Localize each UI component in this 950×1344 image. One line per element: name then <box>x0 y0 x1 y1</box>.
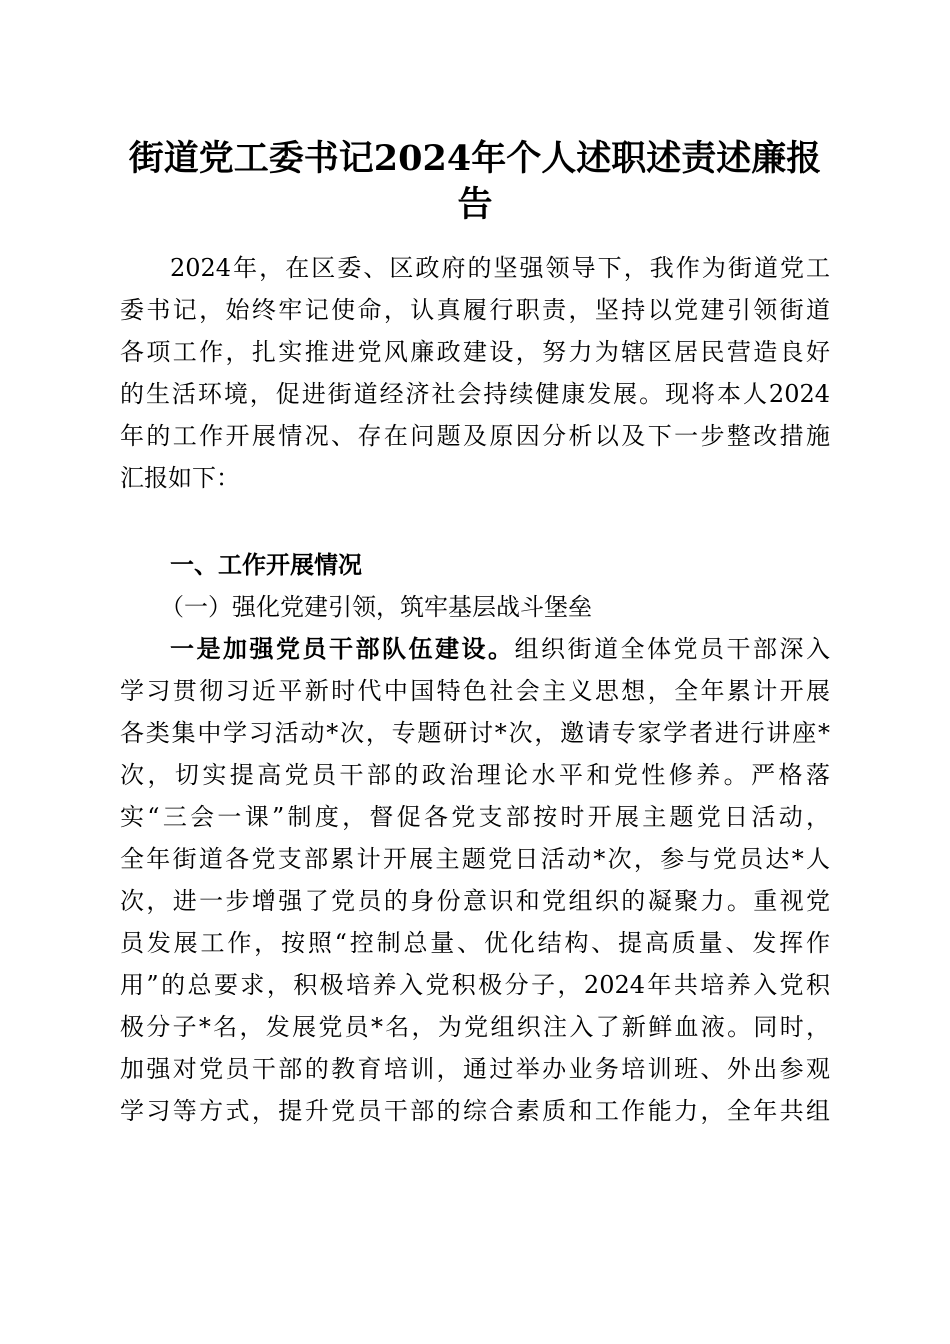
intro-line: 的生活环境，促进街道经济社会持续健康发展。现将本人2024 <box>120 380 830 408</box>
para-line: 全年街道各党支部累计开展主题党日活动*次，参与党员达*人 <box>120 845 830 873</box>
para-line: 用”的总要求，积极培养入党积极分子，2024年共培养入党积 <box>120 971 830 999</box>
para-line: 员发展工作，按照“控制总量、优化结构、提高质量、发挥作 <box>120 929 830 957</box>
para-line: 次，进一步增强了党员的身份意识和党组织的凝聚力。重视党 <box>120 887 830 915</box>
intro-line: 2024年，在区委、区政府的坚强领导下，我作为街道党工 <box>170 254 830 282</box>
para-line: 实“三会一课”制度，督促各党支部按时开展主题党日活动， <box>120 803 830 831</box>
para-line: 加强对党员干部的教育培训，通过举办业务培训班、外出参观 <box>120 1055 830 1083</box>
para-lead: 一是加强党员干部队伍建设。 <box>170 635 515 663</box>
intro-line: 委书记，始终牢记使命，认真履行职责，坚持以党建引领街道 <box>120 296 830 324</box>
para-line: 各类集中学习活动*次，专题研讨*次，邀请专家学者进行讲座* <box>120 719 830 747</box>
document-title-line-2: 告 <box>457 184 493 225</box>
intro-line: 年的工作开展情况、存在问题及原因分析以及下一步整改措施 <box>120 422 830 450</box>
document-title-line-1: 街道党工委书记2024年个人述职述责述廉报 <box>128 138 822 179</box>
para-line: 学习贯彻习近平新时代中国特色社会主义思想，全年累计开展 <box>120 677 830 705</box>
para-line: 次，切实提高党员干部的政治理论水平和党性修养。严格落 <box>120 761 830 789</box>
section-heading: 一、工作开展情况 <box>170 551 362 579</box>
para-text: 组织街道全体党员干部深入 <box>514 635 830 663</box>
para-line <box>170 628 830 670</box>
intro-line: 汇报如下： <box>120 464 240 492</box>
para-line: 极分子*名，发展党员*名，为党组织注入了新鲜血液。同时， <box>120 1013 830 1041</box>
para-line: 学习等方式，提升党员干部的综合素质和工作能力，全年共组 <box>120 1097 830 1125</box>
intro-line: 各项工作，扎实推进党风廉政建设，努力为辖区居民营造良好 <box>120 338 830 366</box>
subsection-heading: （一）强化党建引领，筑牢基层战斗堡垒 <box>160 593 592 621</box>
